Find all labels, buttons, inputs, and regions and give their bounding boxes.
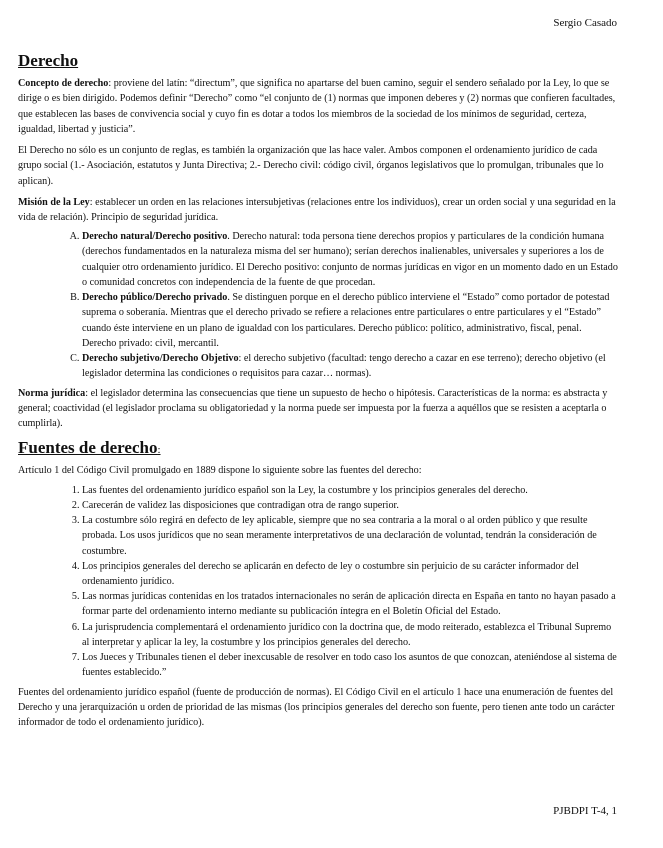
paragraph-organizacion: El Derecho no sólo es un conjunto de reglas, es también la organización que las hace valer. Ambos componen el ordenamiento jurídico de cada grupo social (1.- Asociación, estatutos y Junta Directiva; 2.- Derecho civil: código civil, órganos legislativos que lo promulgan, tribunales que lo aplican). — [18, 145, 604, 187]
section-title-fuentes — [18, 437, 618, 459]
list-item-articulo-2: 2. Carecerán de validez las disposiciones que contradigan otra de rango superior. — [82, 498, 618, 513]
text-mision: : establecer un orden en las relaciones intersubjetivas (relaciones entre los individuos), crear un orden social y una seguridad en la vida de relación). Principio de seguridad jurídica. — [18, 196, 616, 223]
list-item-articulo-4: 4. Los principios generales del derecho se aplicarán en defecto de ley o costumbre sin perjuicio de su carácter informador del ordenamiento jurídico. — [82, 559, 618, 589]
articulo-1-list — [18, 483, 618, 681]
document-body — [18, 50, 618, 736]
term-subjetivo-objetivo: Derecho subjetivo/Derecho Objetivo — [82, 353, 239, 365]
list-item-articulo-3: 3. La costumbre sólo regirá en defecto de ley aplicable, siempre que no sea contraria a la moral o al orden público y que resulte probada. Los usos jurídicos que no sean meramente interpretativos de una declaración de voluntad, tendrán la consideración de costumbre. — [82, 513, 618, 559]
section-title-fuentes-colon: : — [157, 444, 161, 457]
paragraph-norma — [18, 386, 618, 432]
text-subjetivo-objetivo: : el derecho subjetivo (facultad: tengo derecho a cazar en ese terreno); derecho objetivo (el legislador determina las condiciones o requisitos para cazar… normas). — [82, 353, 606, 380]
paragraph-articulo-intro: Artículo 1 del Código Civil promulgado en 1889 dispone lo siguiente sobre las fuentes del derecho: — [18, 465, 422, 477]
section-title-derecho-text: Derecho — [18, 51, 79, 70]
term-concepto: Concepto de derecho — [18, 78, 109, 90]
term-mision: Misión de la Ley — [18, 196, 90, 208]
term-publico-privado: Derecho público/Derecho privado — [82, 292, 228, 304]
text-publico-privado: . Se distinguen porque en el derecho público interviene el “Estado” como portador de potestad suprema o soberanía. Mientras que el derecho privado se refiere a relaciones entre particulares o entre particulares y el “Estado” cuando éste interviene en un plano de igualdad con los particulares. Derecho público: político, administrativo, fiscal, penal. Derecho privado: civil, mercantil. — [82, 292, 610, 349]
paragraph-concepto — [18, 76, 618, 137]
list-item-articulo-1: 1. Las fuentes del ordenamiento jurídico español son la Ley, la costumbre y los principios generales del derecho. — [82, 483, 618, 498]
text-concepto: : proviene del latín: “directum”, que significa no apartarse del buen camino, seguir el sendero señalado por la Ley, lo que se dirige o es bien dirigido. Podemos definir “Derecho” como “el conjunto de (1) normas que imponen deberes y (2) normas que confieren facultades, que establecen las bases de convivencia social y cuyo fin es dotar a todos los miembros de la sociedad de los mínimos de seguridad, certeza, igualdad, libertad y justicia”. — [18, 78, 616, 135]
section-title-derecho — [18, 50, 618, 72]
section-title-fuentes-text: Fuentes de derecho — [18, 438, 158, 458]
list-item-natural-positivo — [82, 229, 618, 290]
list-item-articulo-7: 7. Los Jueces y Tribunales tienen el deber inexcusable de resolver en todo caso los asuntos de que conozcan, ateniéndose al sistema de fuentes establecido.” — [82, 650, 618, 680]
derecho-types-list — [18, 229, 618, 381]
paragraph-cierre: Fuentes del ordenamiento jurídico español (fuente de producción de normas). El Código Civil en el artículo 1 hace una enumeración de fuentes del Derecho y una jerarquización u orden de prioridad de las mismas (los principios generales del derecho son fuente, pero tienen ante todo un carácter informador de todo el ordenamiento jurídico). — [18, 686, 615, 729]
list-item-articulo-5: 5. Las normas jurídicas contenidas en los tratados internacionales no serán de aplicación directa en España en tanto no hayan pasado a formar parte del ordenamiento interno mediante su publicación íntegra en el Boletín Oficial del Estado. — [82, 589, 618, 619]
list-item-publico-privado — [82, 290, 618, 351]
list-item-articulo-6: 6. La jurisprudencia complementará el ordenamiento jurídico con la doctrina que, de modo reiterado, establezca el Tribunal Supremo al interpretar y aplicar la ley, la costumbre y los principios generales del derecho. — [82, 620, 618, 650]
term-natural-positivo: Derecho natural/Derecho positivo — [82, 231, 228, 243]
term-norma: Norma jurídica — [18, 387, 86, 399]
text-natural-positivo: . Derecho natural: toda persona tiene derechos propios y particulares de la condición humana (derechos fundamentados en la naturaleza misma del ser humano); serían derechos inalienables, universales y superiores a los de cualquier otro ordenamiento jurídico. El Derecho positivo: conjunto de normas jurídicas en vigor en un momento dado en un Estado o comunidad concretos con independencia de la fuente de que procedan. — [82, 231, 618, 288]
header-author: Sergio Casado — [553, 17, 617, 29]
text-norma: : el legislador determina las consecuencias que tiene un supuesto de hecho o hipótesis. Características de la norma: es abstracta y general; coactividad (el legislador proclama su obligatoriedad y la norma puede ser impuesta por la fuerza a aquéllos que se resisten a aceptarla o cumplirla). — [18, 387, 608, 430]
list-item-subjetivo-objetivo — [82, 351, 618, 381]
paragraph-mision — [18, 195, 618, 225]
footer-page-ref: PJBDPI T-4, 1 — [553, 805, 617, 817]
